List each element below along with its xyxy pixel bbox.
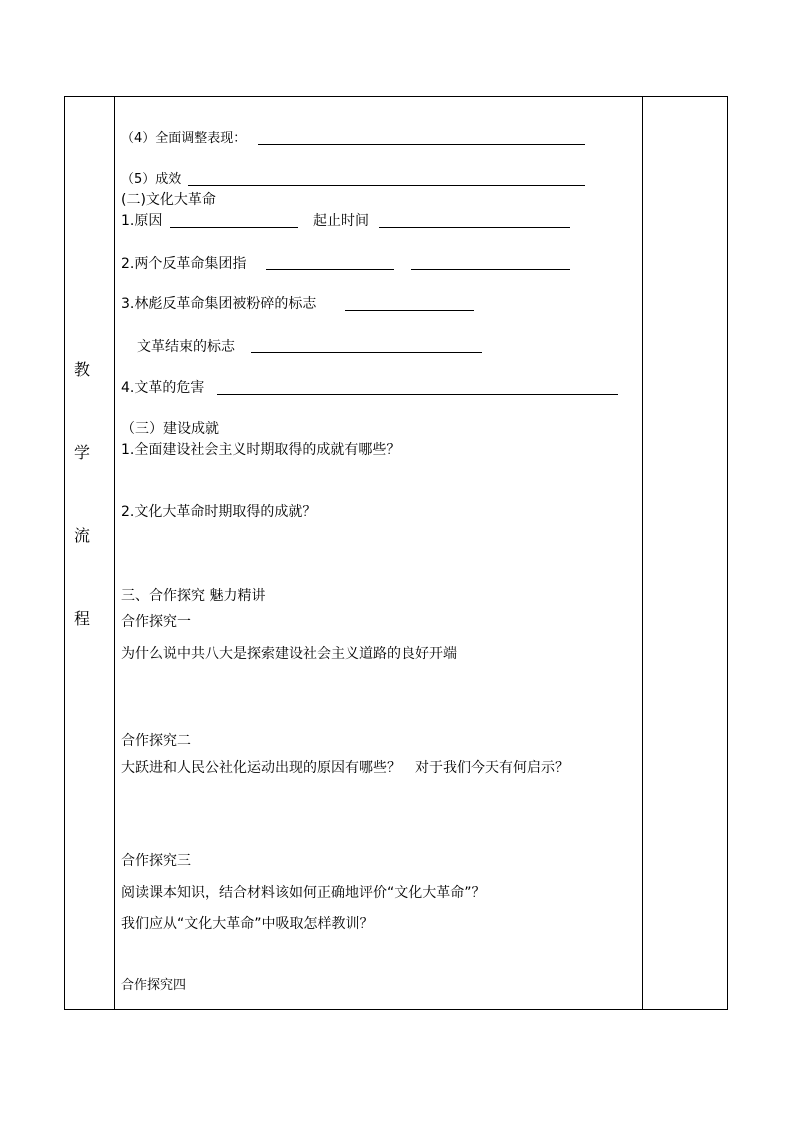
side-label-char: 流 bbox=[73, 526, 90, 545]
answer-blank[interactable] bbox=[266, 269, 394, 270]
item-adjustment: （4）全面调整表现： bbox=[121, 131, 247, 146]
answer-blank[interactable] bbox=[170, 227, 298, 228]
item-two-groups: 2.两个反革命集团指 bbox=[121, 256, 247, 272]
side-label-char: 教 bbox=[73, 360, 90, 379]
item-harm: 4.文革的危害 bbox=[121, 380, 205, 396]
side-label-char: 程 bbox=[73, 609, 90, 628]
answer-blank[interactable] bbox=[258, 144, 585, 145]
inquiry-2-title: 合作探究二 bbox=[121, 733, 191, 749]
inquiry-1-title: 合作探究一 bbox=[121, 614, 191, 630]
inquiry-3-question-1: 阅读课本知识，结合材料该如何正确地评价“文化大革命”？ bbox=[121, 885, 486, 901]
question-achievements-1: 1.全面建设社会主义时期取得的成就有哪些？ bbox=[121, 442, 401, 458]
worksheet-table bbox=[64, 96, 728, 1010]
column-divider-left bbox=[114, 97, 115, 1009]
item-period: 起止时间 bbox=[313, 213, 369, 229]
column-divider-right bbox=[642, 97, 643, 1009]
inquiry-1-question: 为什么说中共八大是探索建设社会主义道路的良好开端 bbox=[121, 646, 457, 662]
side-label-char: 学 bbox=[73, 443, 90, 462]
inquiry-4-title: 合作探究四 bbox=[121, 978, 187, 993]
question-achievements-2: 2.文化大革命时期取得的成就？ bbox=[121, 504, 317, 520]
section-cultural-revolution: (二)文化大革命 bbox=[121, 192, 216, 208]
item-results: （5）成效 bbox=[121, 172, 182, 187]
answer-blank[interactable] bbox=[188, 185, 585, 186]
inquiry-2-question: 大跃进和人民公社化运动出现的原因有哪些？ 对于我们今天有何启示？ bbox=[121, 760, 569, 776]
answer-blank[interactable] bbox=[379, 227, 570, 228]
answer-blank[interactable] bbox=[251, 352, 482, 353]
inquiry-3-question-2: 我们应从“文化大革命”中吸取怎样教训？ bbox=[121, 916, 374, 932]
item-cause: 1.原因 bbox=[121, 213, 163, 229]
item-lin-biao-sign: 3.林彪反革命集团被粉碎的标志 bbox=[121, 296, 317, 312]
section-achievements: （三）建设成就 bbox=[121, 421, 219, 437]
section-cooperative-inquiry: 三、合作探究 魅力精讲 bbox=[121, 588, 266, 604]
answer-blank[interactable] bbox=[217, 394, 618, 395]
answer-blank[interactable] bbox=[411, 269, 570, 270]
inquiry-3-title: 合作探究三 bbox=[121, 853, 191, 869]
item-end-sign: 文革结束的标志 bbox=[137, 339, 235, 355]
answer-blank[interactable] bbox=[345, 310, 474, 311]
